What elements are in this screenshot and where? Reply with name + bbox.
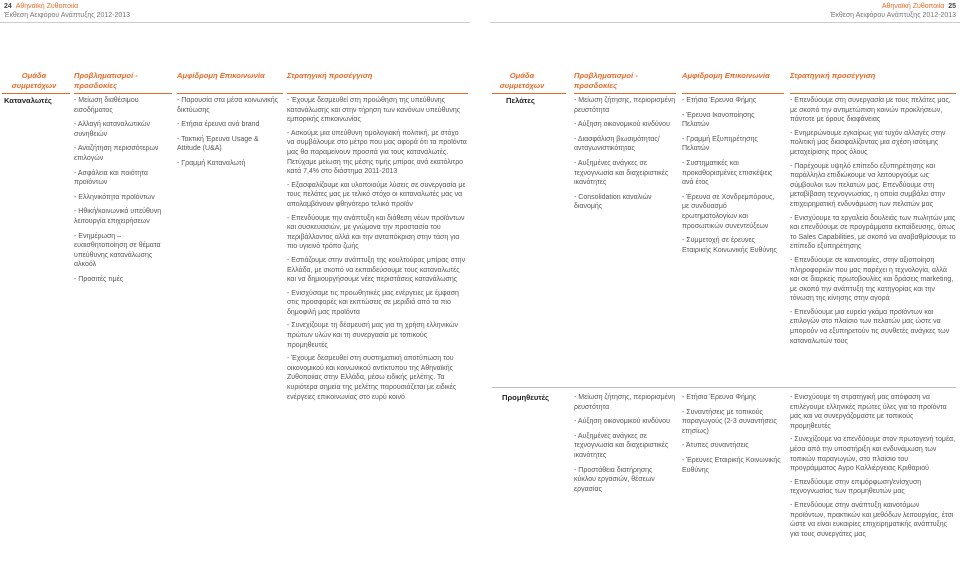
left-page-header [4,2,130,20]
right-page-number: 25 [948,3,956,10]
list-item: - Ενισχύουμε τη στρατηγική μας απόφαση να επιλέγουμε ελληνικές πρώτες ύλες για τα προϊόντα μας και να συνεργάζομαστε με τοπικούς προμηθευτές [790,394,947,430]
list-item: - Ασφάλεια και ποιότητα προϊόντων [74,169,148,187]
list-item: - Έρευνες Εταιρικής Κοινωνικής Ευθύνης [682,456,781,474]
left-col-header-strategy: Στρατηγική προσέγγιση [287,71,373,80]
left-report-subtitle: Έκθεση Αειφόρου Ανάπτυξης 2012-2013 [4,12,131,19]
list-item: - Ετήσια Έρευνα Φήμης [682,97,757,104]
right-col-header-concerns: Προβληματισμοί - προσδοκίες [574,71,638,90]
list-item: - Προστάθεια διατήρησης κύκλου εργασιών, θέσεων εργασίας [574,466,655,493]
list-item: - Άτυπες συναντήσεις [682,442,749,450]
left-header-underline-strategy [287,93,468,94]
right-col-header-communication: Αμφίδρομη Επικοινωνία [682,71,770,80]
right-journal-title: Αθηναϊκή Ζυθοποιία [881,3,945,10]
consumers-concerns [74,96,170,290]
left-col-header-concerns: Προβληματισμοί - προσδοκίες [74,71,138,90]
right-header-underline-group [492,93,566,94]
suppliers-strategy [790,393,956,543]
left-page-number: 24 [4,3,12,10]
list-item: - Συναντήσεις με τοπικούς παραγωγούς (2-3 συναντήσεις ετησίως) [682,408,777,435]
right-report-subtitle: Έκθεση Αειφόρου Ανάπτυξης 2012-2013 [829,12,956,19]
list-item: - Έχουμε δεσμευθεί στη προώθηση της υπεύθυνης κατανάλωσης και στην τήρηση των κανόνων υπεύθυνης εμπορικής επικοινωνίας [287,97,461,124]
suppliers-concerns [574,393,676,499]
list-item: - Ενισχύουμε τα εργαλεία δουλειάς των πωλητών μας και επενδύουμε σε προγράμματα εκπαίδευσης, όπως το Sales Capabilities, με σκοπό να αναβαθμίσουμε το επίπεδο εξυπηρέτησης [790,214,956,251]
list-item: - Μείωση ζήτησης, περιορισμένη ρευστότητα [574,394,676,411]
list-item: - Ελληνικότητα προϊόντων [74,193,155,201]
left-header-underline-communication [177,93,283,94]
customers-concerns [574,96,676,217]
list-item: - Ετήσια Έρευνα Φήμης [682,394,757,401]
list-item: - Ασκούμε μια υπεύθυνη τιμολογιακή πολιτική, με στόχο να συμβάλουμε στο μέτρο που μας αφορά ότι τα προϊόντα μας θα παραμείνουν προσιτά για τους καταναλωτές. Πετύχαμε μείωση της μέσης τιμής μπίρας ανά εκατόλιτρο κατά 7,4% στο διάστημα 2011-2013 [287,129,467,176]
list-item: - Συνεχίζουμε τη δέσμευσή μας για τη χρήση ελληνικών πρώτων υλών και τη συνεργασία με τοπικούς προμηθευτές [287,322,459,349]
list-item: - Αυξημένες ανάγκες σε τεχνογνωσία και διαχειριστικές ικανότητες [574,159,669,187]
left-col-header-group: Ομάδα συμμετόχων [11,71,57,90]
list-item: - Αύξηση οικονομικού κινδύνου [574,418,670,426]
list-item: - Ηθική/κοινωνικά υπεύθυνη λειτουργία επιχειρήσεων [74,208,162,225]
group-consumers: Καταναλωτές [4,96,52,105]
customers-communication [682,96,782,260]
list-item: - Συστηματικές και προκαθορισμένες επισκέψεις ανά έτος [682,159,773,187]
left-header-rule [0,22,470,23]
list-item: - Έχουμε δεσμευθεί στη συστηματική αποτύπωση του οικονομικού και κοινωνικού αντίκτυπου της Αθηναϊκής Ζυθοποιίας στην Ελλάδα, μέσω ειδικής μελέτης. Τα κυριότερα σημεία της μελέτης παρουσιάζεται με ειδικές ενέργειες επικοινωνίας στο ευρύ κοινό [287,355,457,401]
row-divider [492,387,956,388]
right-header-rule [490,22,960,23]
list-item: - Μείωση ζήτησης, περιορισμένη ρευστότητα [574,97,676,114]
list-item: - Παρέχουμε υψηλό επίπεδο εξυπηρέτησης και παράλληλα επιδιώκουμε να λειτουργούμε ως σύμβουλοι των πελατών μας. Επενδύουμε στη μεταβίβαση τεχνογνωσίας, η οποία συμβάλει στην επιχειρηματική ενδυνάμωση των πελατών μας [790,162,945,208]
list-item: - Αναζήτηση περισσότερων επιλογών [74,145,159,162]
right-page-header [830,2,956,20]
list-item: - Επενδύουμε μια ευρεία γκάμα προϊόντων και επιλογών στο πλαίσιο των πελατών μας ώστε να μπορούν να εξυπηρετούν τις συνθετές ανάγκες των καταναλωτών τους [790,308,950,345]
list-item: - Αύξηση οικονομικού κινδύνου [574,121,670,129]
list-item: - Εξασφαλίζουμε και υλοποιούμε λύσεις σε συνεργασία με τους πελάτες μας με τελικό στόχο οι καταναλωτές μας να απολαμβάνουν φθηνότερο τελικό προϊόν [287,181,466,208]
list-item: - Παρουσία στα μέσα κοινωνικής δικτύωσης [177,97,279,114]
list-item: - Επενδύουμε σε καινοτομίες, στην αξιοποίηση πληροφοριών που μας παρέχει η τεχνολογία, αλλά και σε διαρκείς πρωτοβουλίες και δράσεις marketing, με σκοπό την ανάπτυξη της κατηγορίας και την τόνωση της κίνησης στην αγορά [790,256,954,303]
list-item: - Επενδύουμε στην επιμόρφωση/ενίσχυση τεχνογνωσίας των προμηθευτών μας [790,478,922,496]
right-header-underline-concerns [574,93,676,94]
right-header-underline-strategy [790,93,956,94]
list-item: - Γραμμή Εξυπηρέτησης Πελατών [682,135,758,153]
right-header-underline-communication [682,93,784,94]
list-item: - Ενημερώνουμε εγκαίρως για τυχόν αλλαγές στην πολιτική μας διασφαλίζοντας μια σχέση ισότιμης μεταχείρισης προς όλους [790,129,946,156]
list-item: - Εστιάζουμε στην ανάπτυξη της κουλτούρας μπίρας στην Ελλάδα, με σκοπό να εκπαιδεύσουμε τους καταναλωτές και να δημιουργήσουμε νέες περιστάσεις κατανάλωσης [287,256,466,284]
list-item: - Consolidation καναλιών διανομής [574,193,652,211]
suppliers-communication [682,393,782,480]
list-item: - Έρευνα Ικανοποίησης Πελατών [682,111,755,129]
consumers-communication [177,96,281,174]
list-item: - Προσιτές τιμές [74,275,124,283]
list-item: - Επενδύουμε την ανάπτυξη και διάθεση νέων προϊόντων και συσκευασιών, με γνώμονα την προστασία του περιβάλλοντος αλλά και την ανταπόκριση στην τάση για πιο υγιεινό τρόπο ζωής [287,214,465,251]
group-customers: Πελάτες [506,96,535,105]
consumers-strategy [287,96,468,406]
list-item: - Αυξημένες ανάγκες σε τεχνογνωσία και διαχειριστικές ικανότητες [574,432,669,459]
list-item: - Ενισχύσαμε τις προωθητικές μας ενέργειες με έμφαση στις προσφορές και εκπτώσεις σε μεριδιά από τα πιο δημοφιλή μας προϊόντα [287,289,459,316]
list-item: - Τακτική Έρευνα Usage & Attitude (U&A) [177,135,259,153]
list-item: - Επενδύουμε στην ανάπτυξη καινοτόμων προϊόντων, πρακτικών και μεθόδων λειτουργίας, έτσι ώστε να είναι ευκαιρίες επιχειρηματικής ανάπτυξης για τους συνεργάτες μας [790,501,954,538]
list-item: - Συνεχίζουμε να επενδύουμε στον πρωτογενή τομέα, μέσα από την υποστήριξη και ενδυνάμωση των τοπικών παραγωγών, στο πλαίσιο του προγράμματος Αγρο Καλλιέργειας Κριθαριού [790,436,956,473]
list-item: - Ενημέρωση – ευαισθητοποίηση σε θέματα υπεύθυνης κατανάλωσης αλκοόλ [74,232,161,269]
list-item: - Μείωση διαθέσιμου εισοδήματος [74,97,139,114]
left-header-underline-group [2,93,70,94]
list-item: - Διασφάλιση βιωσιμότητας/ ανταγωνιστικότητας [574,135,660,153]
list-item: - Επενδύουμε στη συνεργασία με τους πελάτες μας, με σκοπό την αντιμετώπιση κοινών προκλήσεων, πάντοτε με όρους διαφάνειας [790,97,951,124]
left-header-underline-concerns [74,93,172,94]
list-item: - Έρευνα σε Χονδρεμπόρους, με συνδυασμό ερωτηματολογίων και προσωπικών συνεντεύξεων [682,193,775,230]
list-item: - Ετήσια έρευνα ανά brand [177,121,260,129]
customers-strategy [790,96,956,350]
list-item: - Αλλαγή καταναλωτικών συνηθειών [74,121,151,138]
left-col-header-communication: Αμφίδρομη Επικοινωνία [177,71,265,80]
list-item: - Συμμετοχή σε έρευνες Εταιρικής Κοινωνικής Ευθύνης [682,237,777,254]
right-col-header-group: Ομάδα συμμετόχων [499,71,545,90]
group-suppliers: Προμηθευτές [502,393,549,402]
right-col-header-strategy: Στρατηγική προσέγγιση [790,71,876,80]
list-item: - Γραμμή Καταναλωτή [177,159,246,167]
left-journal-title: Αθηναϊκή Ζυθοποιία [15,3,79,10]
